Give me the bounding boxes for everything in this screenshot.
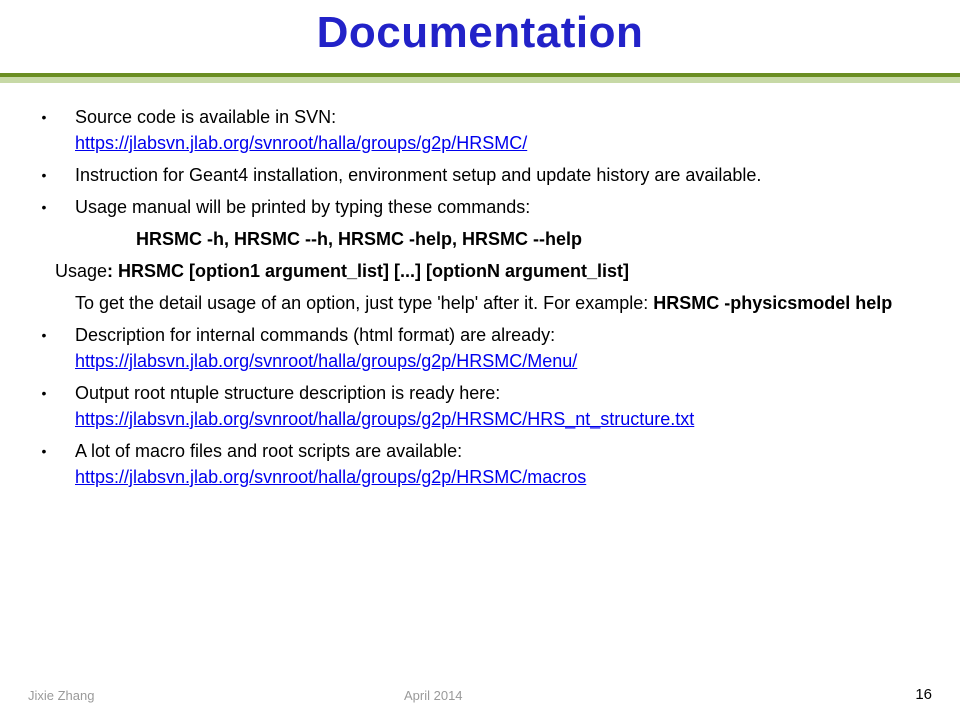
bullet-item-usage (38, 194, 938, 220)
slide-title: Documentation (316, 8, 644, 57)
ntuple-structure-link[interactable]: https://jlabsvn.jlab.org/svnroot/halla/groups/g2p/HRSMC/HRS_nt_structure.txt (75, 409, 695, 429)
bullet-icon: • (41, 327, 47, 343)
help-commands-line: HRSMC -h, HRSMC --h, HRSMC -help, HRSMC --help (136, 229, 582, 249)
bullet-icon: • (41, 385, 47, 401)
menu-link[interactable]: https://jlabsvn.jlab.org/svnroot/halla/groups/g2p/HRSMC/Menu/ (75, 351, 578, 371)
detail-text: To get the detail usage of an option, just type 'help' after it. For example: (75, 293, 654, 313)
bullet-item-ntuple (38, 380, 938, 432)
detail-example: HRSMC -physicsmodel help (653, 293, 893, 313)
usage-syntax-line (38, 258, 938, 284)
usage-prefix: Usage (55, 261, 108, 281)
bullet-text: Output root ntuple structure description is ready here: (75, 383, 501, 403)
svn-link[interactable]: https://jlabsvn.jlab.org/svnroot/halla/groups/g2p/HRSMC/ (75, 133, 528, 153)
bullet-text: Instruction for Geant4 installation, environment setup and update history are available. (75, 165, 762, 185)
bullet-icon: • (41, 443, 47, 459)
slide-body (38, 104, 938, 496)
detail-usage-text (38, 290, 938, 316)
bullet-text: A lot of macro files and root scripts are available: (75, 441, 463, 461)
page-number: 16 (915, 686, 932, 703)
bullet-icon: • (41, 199, 47, 215)
usage-syntax: : HRSMC [option1 argument_list] [...] [optionN argument_list] (107, 261, 630, 281)
title-divider-shadow (0, 77, 960, 83)
bullet-text: Source code is available in SVN: (75, 107, 337, 127)
bullet-text: Usage manual will be printed by typing these commands: (75, 197, 531, 217)
bullet-icon: • (41, 167, 47, 183)
bullet-item-svn (38, 104, 938, 156)
bullet-item-install (38, 162, 938, 188)
bullet-item-macros (38, 438, 938, 490)
bullet-icon: • (41, 109, 47, 125)
bullet-text: Description for internal commands (html format) are already: (75, 325, 556, 345)
footer-date: April 2014 (404, 688, 463, 703)
footer-author: Jixie Zhang (28, 688, 95, 703)
bullet-item-menu (38, 322, 938, 374)
macros-link[interactable]: https://jlabsvn.jlab.org/svnroot/halla/groups/g2p/HRSMC/macros (75, 467, 587, 487)
